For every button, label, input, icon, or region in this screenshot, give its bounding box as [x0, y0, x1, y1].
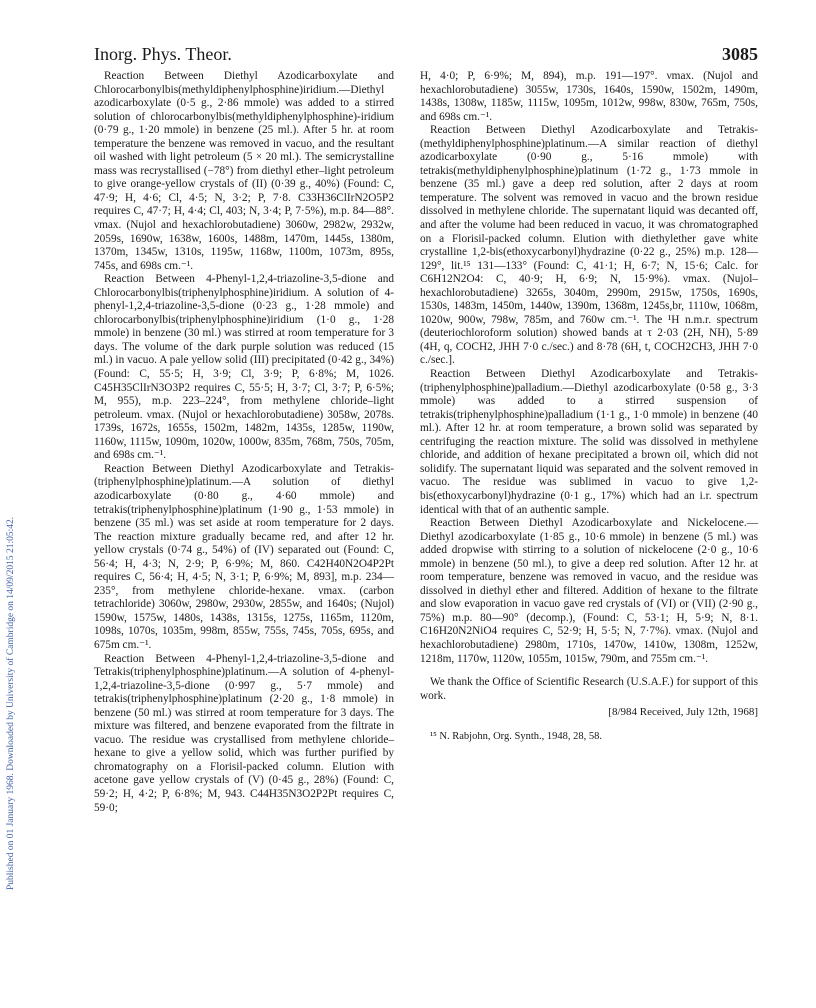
left-column	[94, 70, 394, 815]
paragraph-palladium: Reaction Between Diethyl Azodicarboxylate and Tetrakis-(triphenylphosphine)palladium.—Diethyl azodicarboxylate (0·58 g., 3·3 mmole) was added to a stirred suspension of tetrakis(triphenylphosphine)palladium (1·1 g., 1·0 mmole) in benzene (40 ml.). After 12 hr. at room temperature, a brown solid was separated by centrifuging the reaction mixture. The solid was dissolved in methylene chloride, and addition of hexane precipitated a brown oil, which did not solidify. The supernatant liquid was separated and the solvent removed in vacuo. The residue was sublimed in vacuo to give 1,2-bis(ethoxycarbonyl)hydrazine (0·1 g., 17%) which had an i.r. spectrum identical with that of an authentic sample.	[420, 368, 758, 516]
paragraph-continuation: H, 4·0; P, 6·9%; M, 894), m.p. 191—197°. νmax. (Nujol and hexachlorobutadiene) 3055w, 1730s, 1640s, 1590w, 1502m, 1490m, 1438s, 1308w, 1185w, 1115w, 1095m, 1012w, 998w, 830w, 765m, 750s, and 698s cm.⁻¹.	[420, 70, 758, 123]
page-number: 3085	[722, 44, 758, 64]
received-date: [8/984 Received, July 12th, 1968]	[608, 706, 758, 719]
download-notice	[4, 190, 18, 890]
right-column	[420, 70, 758, 743]
journal-header: Inorg. Phys. Theor.	[94, 44, 232, 64]
acknowledgement: We thank the Office of Scientific Research (U.S.A.F.) for support of this work.	[420, 676, 758, 702]
paragraph-methyldiphenylphosphine-platinum: Reaction Between Diethyl Azodicarboxylate and Tetrakis-(methyldiphenylphosphine)platinum.—A similar reaction of diethyl azodicarboxylate (0·90 g., 5·16 mmole) with tetrakis(methyldiphenylphosphine)platinum (1·72 g., 1·73 mmole in benzene (35 ml.) gave a deep red solution, after 2 days at room temperature. The solvent was removed in vacuo and the brown residue dissolved in methylene chloride. The supernatant liquid was decanted off, and after the volume had been reduced in vacuo, it was chromatographed on a Florisil-packed column. Elution with diethylether gave white crystalline 1,2-bis(ethoxycarbonyl)hydrazine (0·22 g., 25%) m.p. 128—129°, lit.¹⁵ 131—133° (Found: C, 41·1; H, 6·7; N, 15·6; Calc. for C6H12N2O4: C, 40·9; H, 6·9; N, 15·9%). νmax. (Nujol–hexachlorobutadiene) 3265s, 3040m, 2990m, 2915w, 1750s, 1690s, 1530s, 1483m, 1450m, 1440w, 1390m, 1368m, 1245s,br, 1110w, 1068m, 1020w, 900w, 798w, 785m, and 760w cm.⁻¹. The ¹H n.m.r. spectrum (deuteriochloroform solution) showed bands at τ 2·03 (2H, NH), 5·89 (4H, q, COCH2, JHH 7·0 c./sec.) and 8·78 (6H, t, COCH2CH3, JHH 7·0 c./sec.].	[420, 124, 758, 367]
paragraph-iridium-triazolinedione: Reaction Between 4-Phenyl-1,2,4-triazoline-3,5-dione and Chlorocarbonylbis(triphenylphosphine)iridium. A solution of 4-phenyl-1,2,4-triazoline-3,5-dione (0·23 g., 1·28 mmole) and chlorocarbonylbis(triphenylphosphine)iridium (1·0 g., 1·28 mmole) in benzene (30 ml.) was stirred at room temperature for 3 days. The volume of the dark purple solution was reduced (15 ml.) in vacuo. A pale yellow solid (III) precipitated (0·42 g., 34%) (Found: C, 55·5; H, 3·9; Cl, 3·9; P, 6·8%; M, 1026. C45H35ClIrN3O3P2 requires C, 55·5; H, 3·7; Cl, 3·7; P, 6·5%; M, 955), m.p. 223–224°, from methylene chloride–light petroleum. νmax. (Nujol or hexachlorobutadiene) 3058w, 2078s. 1739s, 1672s, 1655s, 1502m, 1482m, 1435s, 1285w, 1190w, 1160w, 1115w, 1090m, 1020w, 1000w, 835m, 768m, 750s, 705m, and 698s cm.⁻¹.	[94, 273, 394, 462]
paragraph-iridium-azodicarboxylate: Reaction Between Diethyl Azodicarboxylate and Chlorocarbonylbis(methyldiphenylphosphine)iridium.—Diethyl azodicarboxylate (0·5 g., 2·86 mmole) was added to a stirred solution of chlorocarbonylbis(methyldiphenylphosphine)-iridium (0·79 g., 1·20 mmole) in benzene (25 ml.). After 5 hr. at room temperature the benzene was removed in vacuo, and the resultant oil washed with light petroleum (5 × 20 ml.). The semicrystalline mass was recrystallised (−78°) from diethyl ether–light petroleum to give orange-yellow crystals of (II) (0·39 g., 40%) (Found: C, 47·9; H, 4·6; Cl, 4·5; N, 3·2; P, 7·8. C33H36ClIrN2O5P2 requires C, 47·7; H, 4·4; Cl, 403; N, 3·4; P, 7·5%), m.p. 84—88°. νmax. (Nujol and hexachlorobutadiene) 3060w, 2982w, 2932w, 2059s, 1690w, 1638w, 1600s, 1488m, 1470m, 1445s, 1380m, 1370m, 1345w, 1310s, 1195w, 1168w, 1100m, 1073m, 895s, 745s, and 698s cm.⁻¹.	[94, 70, 394, 272]
footnote: ¹⁵ N. Rabjohn, Org. Synth., 1948, 28, 58.	[430, 730, 602, 742]
paragraph-nickelocene: Reaction Between Diethyl Azodicarboxylate and Nickelocene.—Diethyl azodicarboxylate (1·85 g., 10·6 mmole) in benzene (5 ml.) was added dropwise with stirring to a solution of nickelocene (2·0 g., 10·6 mmole) in benzene (50 ml.), to give a deep red solution. After 12 hr. at room temperature, benzene was removed in vacuo, and the residue was dissolved in diethyl ether and filtered. Addition of hexane to the filtrate and slow evaporation in vacuo gave red crystals of (VI) or (VII) (2·90 g., 75%) m.p. 80—90° (decomp.), (Found: C, 53·1; H, 5·9; N, 8·1. C16H20N2NiO4 requires C, 52·9; H, 5·5; N, 7·7%). νmax. (Nujol and hexachlorobutadiene) 2980m, 1710s, 1470w, 1410w, 1308m, 1252w, 1218m, 1170w, 1120w, 1055m, 1015w, 790m, and 755m cm.⁻¹.	[420, 517, 758, 665]
download-notice-text: Published on 01 January 1968. Downloaded by University of Cambridge on 14/09/2015 21:05:42.	[6, 516, 16, 890]
paragraph-platinum-triazolinedione: Reaction Between 4-Phenyl-1,2,4-triazoline-3,5-dione and Tetrakis(triphenylphosphine)platinum.—A solution of 4-phenyl-1,2,4-triazoline-3,5-dione (0·997 g., 5·7 mmole) and tetrakis(triphenylphosphine)platinum (2·20 g., 1·8 mmole) in benzene (50 ml.) was stirred at room temperature for 3 days. The mixture was filtered, and benzene evaporated from the filtrate in vacuo. The residue was crystallised from methylene chloride–hexane to give a yellow solid, which was further purified by chromatography on a Florisil-packed column. Elution with acetone gave yellow crystals of (V) (0·45 g., 28%) (Found: C, 59·2; H, 4·2; P, 6·8%; M, 943. C44H35N3O2P2Pt requires C, 59·0;	[94, 652, 394, 814]
paragraph-platinum-azodicarboxylate: Reaction Between Diethyl Azodicarboxylate and Tetrakis-(triphenylphosphine)platinum.—A solution of diethyl azodicarboxylate (0·80 g., 4·60 mmole) and tetrakis(triphenylphosphine)platinum (1·90 g., 1·53 mmole) in benzene (35 ml.) was set aside at room temperature for 2 days. The reaction mixture gradually became red, and after 12 hr. yellow crystals (0·74 g., 54%) of (IV) separated out (Found: C, 56·4; H, 4·3; N, 2·9; P, 6·9%; M, 860. C42H40N2O4P2Pt requires C, 56·4; H, 4·5; N, 3·1; P, 6·9%; M, 893], m.p. 234—235°, from methylene chloride-hexane. νmax. (carbon tetrachloride) 3060w, 2980w, 2930w, 2855w, and 1640s; (Nujol) 1590w, 1575w, 1480s, 1438s, 1315s, 1275s, 1165m, 1120m, 1098s, 1070s, 1035m, 998m, 855w, 755s, 745s, 705s, 695s, and 675m cm.⁻¹.	[94, 462, 394, 651]
